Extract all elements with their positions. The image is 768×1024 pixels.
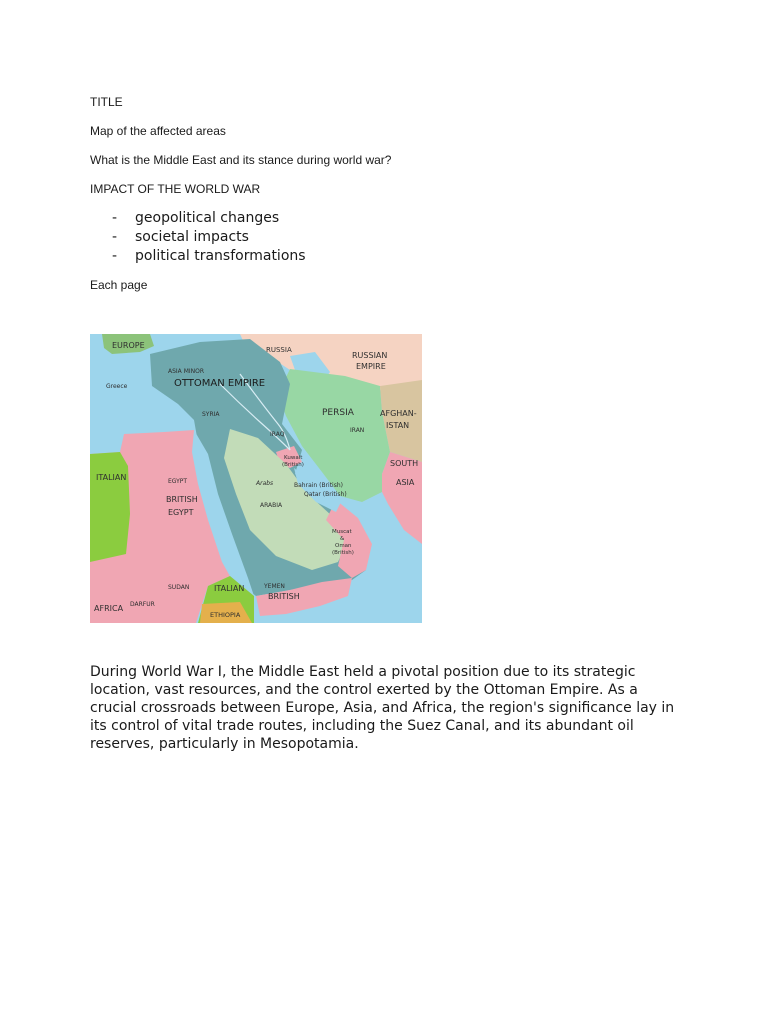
label-darfur: DARFUR: [130, 601, 155, 608]
label-italian-west: ITALIAN: [96, 473, 127, 482]
label-russian-empire: RUSSIAN: [352, 351, 388, 360]
label-afghanistan: AFGHAN-: [380, 409, 417, 418]
paragraph-line: reserves, particularly in Mesopotamia.: [90, 736, 359, 752]
middle-east-map: [90, 334, 422, 623]
label-syria: SYRIA: [202, 411, 220, 418]
bullet-text: political transformations: [135, 248, 306, 264]
label-russia: RUSSIA: [266, 346, 292, 354]
label-iran: IRAN: [350, 427, 365, 434]
paragraph-line: location, vast resources, and the control exerted by the Ottoman Empire. As a: [90, 682, 638, 698]
map-caption-line: Map of the affected areas: [90, 124, 226, 138]
paragraph-line: During World War I, the Middle East held a pivotal position due to its strategic: [90, 664, 636, 680]
section-heading: IMPACT OF THE WORLD WAR: [90, 182, 261, 196]
question-line: What is the Middle East and its stance during world war?: [90, 153, 392, 167]
label-british-south: BRITISH: [268, 592, 300, 601]
label-russian-empire: EMPIRE: [356, 362, 386, 371]
label-asia-minor: ASIA MINOR: [168, 368, 205, 375]
label-ethiopia: ETHIOPIA: [210, 611, 241, 619]
label-italian-east: ITALIAN: [214, 584, 245, 593]
label-south-asia: ASIA: [396, 478, 415, 487]
bullet-dash: -: [112, 248, 118, 264]
italian-libya-region: [90, 452, 130, 562]
label-south-asia: SOUTH: [390, 459, 419, 468]
label-europe: EUROPE: [112, 341, 145, 350]
bullet-text: societal impacts: [135, 229, 249, 245]
each-page-line: Each page: [90, 278, 148, 292]
label-muscat: Oman: [335, 543, 352, 549]
label-arabia: ARABIA: [260, 502, 283, 509]
paragraph-line: crucial crossroads between Europe, Asia, and Africa, the region's significance lay in: [90, 700, 675, 716]
label-sudan: SUDAN: [168, 584, 190, 591]
label-africa: AFRICA: [94, 604, 124, 613]
label-arabs: Arabs: [256, 480, 274, 487]
label-muscat: &: [340, 536, 345, 542]
label-yemen: YEMEN: [264, 583, 285, 590]
label-muscat: (British): [332, 550, 354, 556]
label-kuwait: (British): [282, 462, 304, 468]
label-ottoman-empire: OTTOMAN EMPIRE: [174, 378, 266, 389]
label-greece: Greece: [106, 383, 128, 390]
label-british-egypt: BRITISH: [166, 495, 198, 504]
bullet-text: geopolitical changes: [135, 210, 280, 226]
label-afghanistan: ISTAN: [386, 421, 410, 430]
label-qatar: Qatar (British): [304, 491, 347, 498]
label-persia: PERSIA: [322, 408, 354, 418]
label-muscat: Muscat: [332, 529, 352, 535]
doc-title: TITLE: [90, 95, 123, 109]
bullet-dash: -: [112, 229, 118, 245]
label-iraq: IRAQ: [270, 431, 285, 438]
label-bahrain: Bahrain (British): [294, 482, 343, 489]
label-british-egypt: EGYPT: [168, 508, 194, 517]
label-egypt: EGYPT: [168, 478, 188, 485]
paragraph-line: its control of vital trade routes, including the Suez Canal, and its abundant oil: [90, 718, 634, 734]
bullet-dash: -: [112, 210, 118, 226]
label-kuwait: Kuwait: [284, 455, 303, 461]
body-paragraph: [90, 663, 680, 753]
